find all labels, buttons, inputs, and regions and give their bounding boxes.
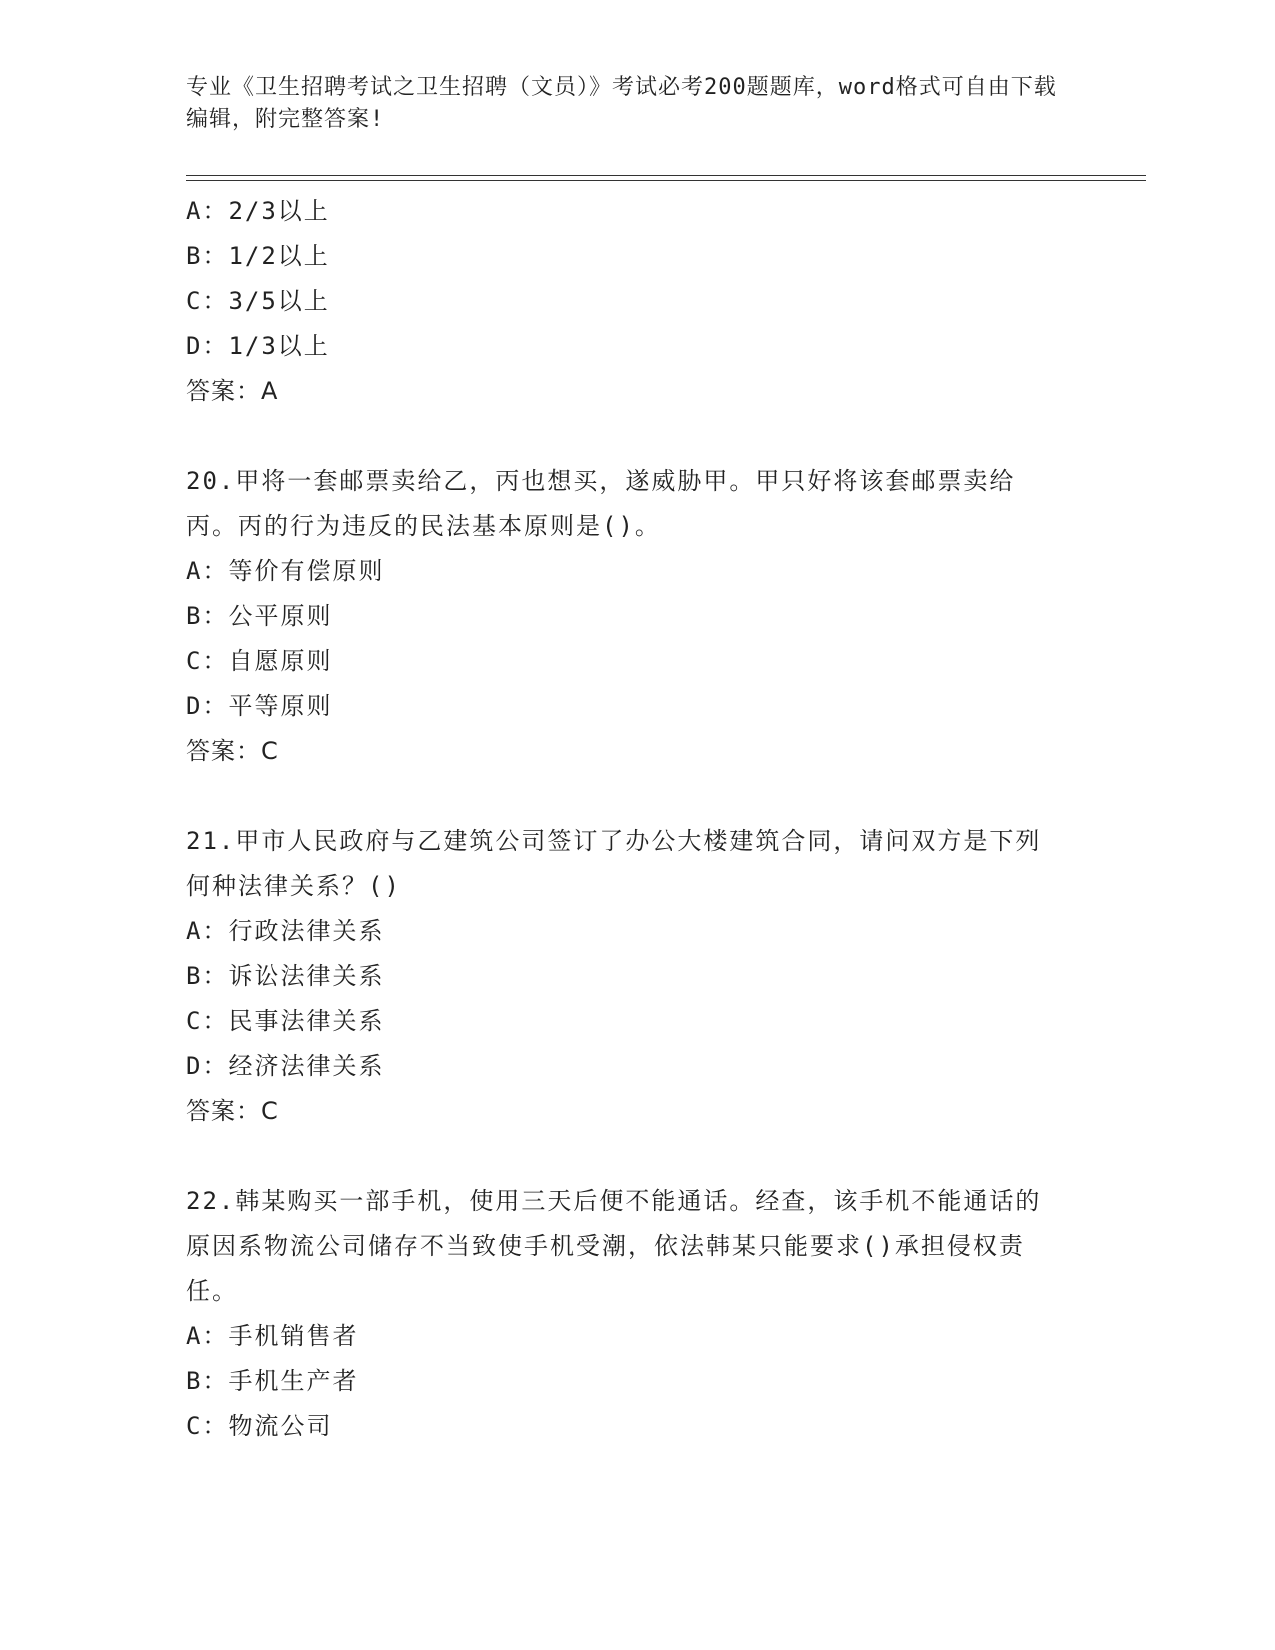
- option-a: A：行政法律关系: [186, 917, 385, 945]
- option-b: B：公平原则: [186, 602, 333, 630]
- option-c: C：物流公司: [186, 1412, 333, 1440]
- option-d: D：经济法律关系: [186, 1052, 385, 1080]
- option-c: C：民事法律关系: [186, 1007, 385, 1035]
- option-c: C：自愿原则: [186, 647, 333, 675]
- question-22: [186, 1179, 1066, 1449]
- question-19-tail: [186, 189, 1066, 414]
- option-d: D：平等原则: [186, 692, 333, 720]
- header-divider-top: [186, 175, 1146, 176]
- header-divider-bottom: [186, 180, 1146, 181]
- answer-line: 答案：C: [186, 737, 279, 765]
- question-text: 22.韩某购买一部手机，使用三天后便不能通话。经查，该手机不能通话的原因系物流公司储存不当致使手机受潮，依法韩某只能要求()承担侵权责任。: [186, 1187, 1042, 1305]
- question-20: [186, 459, 1066, 774]
- option-a: A：等价有偿原则: [186, 557, 385, 585]
- question-list: [186, 189, 1066, 1449]
- answer-line: 答案：C: [186, 1097, 279, 1125]
- option-a: A：手机销售者: [186, 1322, 359, 1350]
- answer-line: 答案：A: [186, 377, 279, 405]
- option-b: B：诉讼法律关系: [186, 962, 385, 990]
- option-a: A：2/3以上: [186, 197, 330, 225]
- question-21: [186, 819, 1066, 1134]
- question-text: 21.甲市人民政府与乙建筑公司签订了办公大楼建筑合同，请问双方是下列何种法律关系？(): [186, 827, 1042, 900]
- option-b: B：1/2以上: [186, 242, 330, 270]
- option-b: B：手机生产者: [186, 1367, 359, 1395]
- option-c: C：3/5以上: [186, 287, 330, 315]
- question-text: 20.甲将一套邮票卖给乙，丙也想买，遂威胁甲。甲只好将该套邮票卖给丙。丙的行为违反的民法基本原则是()。: [186, 467, 1016, 540]
- document-header: 专业《卫生招聘考试之卫生招聘（文员）》考试必考200题题库，word格式可自由下载编辑，附完整答案!: [186, 75, 1057, 132]
- option-d: D：1/3以上: [186, 332, 330, 360]
